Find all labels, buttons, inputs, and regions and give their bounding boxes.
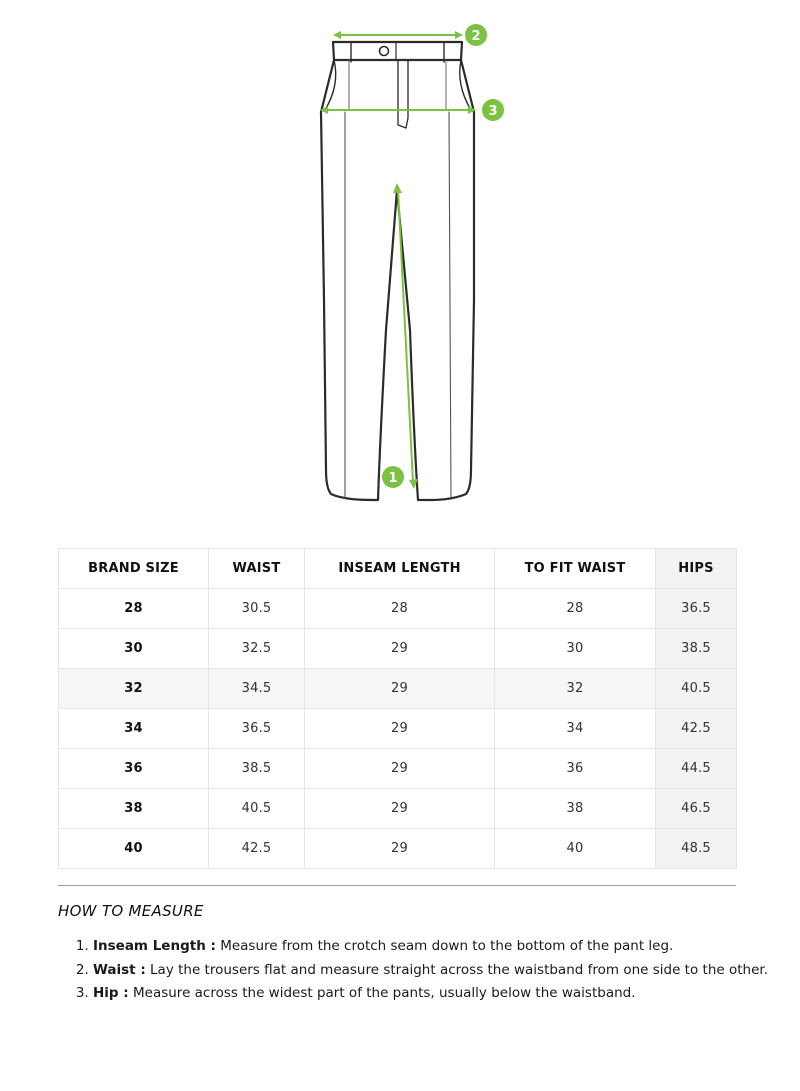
header-waist: WAIST (209, 549, 305, 589)
header-brand-size: BRAND SIZE (59, 549, 209, 589)
waist-measure-line (333, 31, 463, 39)
cell-waist: 42.5 (209, 829, 305, 869)
term-inseam: Inseam Length : (93, 938, 216, 954)
term-hip: Hip : (93, 985, 129, 1001)
cell-inseam: 28 (305, 589, 495, 629)
cell-brand-size: 40 (59, 829, 209, 869)
marker-1-label: 1 (388, 471, 398, 486)
cell-hips: 46.5 (656, 789, 737, 829)
table-row (59, 789, 737, 829)
cell-to-fit-waist: 36 (495, 749, 656, 789)
trouser-measurement-diagram (0, 0, 800, 520)
header-hips: HIPS (656, 549, 737, 589)
cell-hips: 36.5 (656, 589, 737, 629)
list-item-waist (93, 960, 783, 982)
list-item-hip (93, 983, 783, 1005)
cell-to-fit-waist: 28 (495, 589, 656, 629)
cell-hips: 48.5 (656, 829, 737, 869)
section-divider (58, 885, 736, 886)
marker-3-label: 3 (488, 104, 498, 119)
cell-to-fit-waist: 30 (495, 629, 656, 669)
cell-hips: 44.5 (656, 749, 737, 789)
cell-waist: 34.5 (209, 669, 305, 709)
cell-brand-size: 30 (59, 629, 209, 669)
cell-waist: 40.5 (209, 789, 305, 829)
cell-hips: 40.5 (656, 669, 737, 709)
cell-brand-size: 28 (59, 589, 209, 629)
table-row (59, 709, 737, 749)
cell-brand-size: 32 (59, 669, 209, 709)
header-inseam-length: INSEAM LENGTH (305, 549, 495, 589)
cell-inseam: 29 (305, 709, 495, 749)
marker-2-icon (465, 24, 487, 46)
cell-to-fit-waist: 38 (495, 789, 656, 829)
cell-hips: 42.5 (656, 709, 737, 749)
cell-inseam: 29 (305, 749, 495, 789)
desc-hip: Measure across the widest part of the pants, usually below the waistband. (128, 985, 636, 1001)
how-to-measure-heading: HOW TO MEASURE (58, 902, 204, 920)
desc-inseam: Measure from the crotch seam down to the bottom of the pant leg. (215, 938, 674, 954)
cell-to-fit-waist: 40 (495, 829, 656, 869)
table-row (59, 749, 737, 789)
cell-inseam: 29 (305, 669, 495, 709)
cell-brand-size: 34 (59, 709, 209, 749)
cell-brand-size: 36 (59, 749, 209, 789)
cell-inseam: 29 (305, 829, 495, 869)
cell-inseam: 29 (305, 789, 495, 829)
table-row (59, 669, 737, 709)
list-item-inseam (93, 936, 783, 958)
term-waist: Waist : (93, 961, 146, 978)
header-to-fit-waist: TO FIT WAIST (495, 549, 656, 589)
table-row (59, 589, 737, 629)
cell-inseam: 29 (305, 629, 495, 669)
size-chart-table (58, 548, 737, 869)
cell-waist: 36.5 (209, 709, 305, 749)
how-to-measure-list (58, 936, 783, 1007)
cell-to-fit-waist: 32 (495, 669, 656, 709)
table-header-row (59, 549, 737, 589)
desc-waist: Lay the trousers flat and measure straight across the waistband from one side to the other. (145, 961, 768, 978)
cell-waist: 32.5 (209, 629, 305, 669)
cell-hips: 38.5 (656, 629, 737, 669)
marker-3-icon (482, 99, 504, 121)
table-row (59, 829, 737, 869)
marker-1-icon (382, 466, 404, 488)
cell-to-fit-waist: 34 (495, 709, 656, 749)
cell-waist: 30.5 (209, 589, 305, 629)
cell-waist: 38.5 (209, 749, 305, 789)
table-row (59, 629, 737, 669)
cell-brand-size: 38 (59, 789, 209, 829)
marker-2-label: 2 (471, 29, 481, 44)
